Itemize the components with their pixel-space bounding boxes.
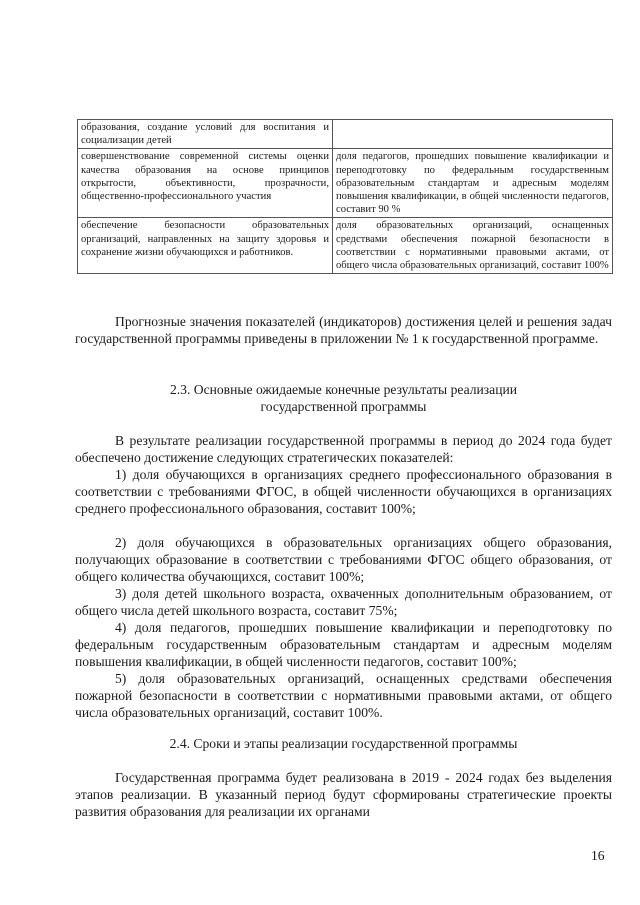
section-2-3-intro: В результате реализации государственной программы в период до 2024 года будет обеспечено достижение следующих стратегических показателей: bbox=[75, 433, 612, 465]
result-item-5: 5) доля образовательных организаций, оснащенных средствами обеспечения пожарной безопасности в соответствии с нормативными правовыми актами, от общего числа образовательных организаций, составит 100%. bbox=[75, 671, 612, 720]
table-cell-indicator: доля образовательных организаций, оснащенных средствами обеспечения пожарной безопасности в соответствии с нормативными правовыми актами, от общего числа образовательных организаций, составит 100% bbox=[333, 218, 613, 274]
table-row bbox=[78, 218, 613, 274]
table-cell-task: совершенствование современной системы оценки качества образования на основе принципов открытости, объективности, прозрачности, общественно-профессионального участия bbox=[78, 149, 333, 218]
table-cell-task: обеспечение безопасности образовательных организаций, направленных на защиту здоровья и сохранение жизни обучающихся и работников. bbox=[78, 218, 333, 274]
section-2-3-title-line2: государственной программы bbox=[260, 399, 427, 414]
goals-indicators-table bbox=[77, 119, 613, 274]
result-item-2: 2) доля обучающихся в образовательных организациях общего образования, получающих образование в соответствии с требованиями ФГОС общего образования, от общего количества обучающихся, составит 100%; bbox=[75, 535, 612, 584]
result-item-1: 1) доля обучающихся в организациях среднего профессионального образования в соответствии с требованиями ФГОС, в общей численности обучающихся в организациях среднего профессионального образования, составит 100%; bbox=[75, 467, 612, 516]
page-number: 16 bbox=[591, 848, 605, 863]
result-item-4: 4) доля педагогов, прошедших повышение квалификации и переподготовку по федеральным государственным образовательным стандартам и адресным моделям повышения квалификации, в общей численности педагогов, составит 100%; bbox=[75, 620, 612, 669]
result-item-3: 3) доля детей школьного возраста, охваченных дополнительным образованием, от общего числа детей школьного возраста, составит 75%; bbox=[75, 586, 612, 618]
table-row bbox=[78, 120, 613, 149]
table-cell-indicator bbox=[333, 120, 613, 149]
table-cell-indicator: доля педагогов, прошедших повышение квалификации и переподготовку по федеральным государственным образовательным стандартам и адресным моделям повышения квалификации, в общей численности педагогов, составит 90 % bbox=[333, 149, 613, 218]
forecast-paragraph: Прогнозные значения показателей (индикаторов) достижения целей и решения задач государственной программы приведены в приложении № 1 к государственной программе. bbox=[75, 314, 612, 346]
section-2-4-text: Государственная программа будет реализована в 2019 - 2024 годах без выделения этапов реализации. В указанный период будут сформированы стратегические проекты развития образования для реализации их органами bbox=[75, 770, 612, 819]
table-cell-task: образования, создание условий для воспитания и социализации детей bbox=[78, 120, 333, 149]
table-row bbox=[78, 149, 613, 218]
section-2-4-title: 2.4. Сроки и этапы реализации государственной программы bbox=[169, 736, 518, 751]
section-2-3-title-line1: 2.3. Основные ожидаемые конечные результаты реализации bbox=[169, 382, 518, 397]
